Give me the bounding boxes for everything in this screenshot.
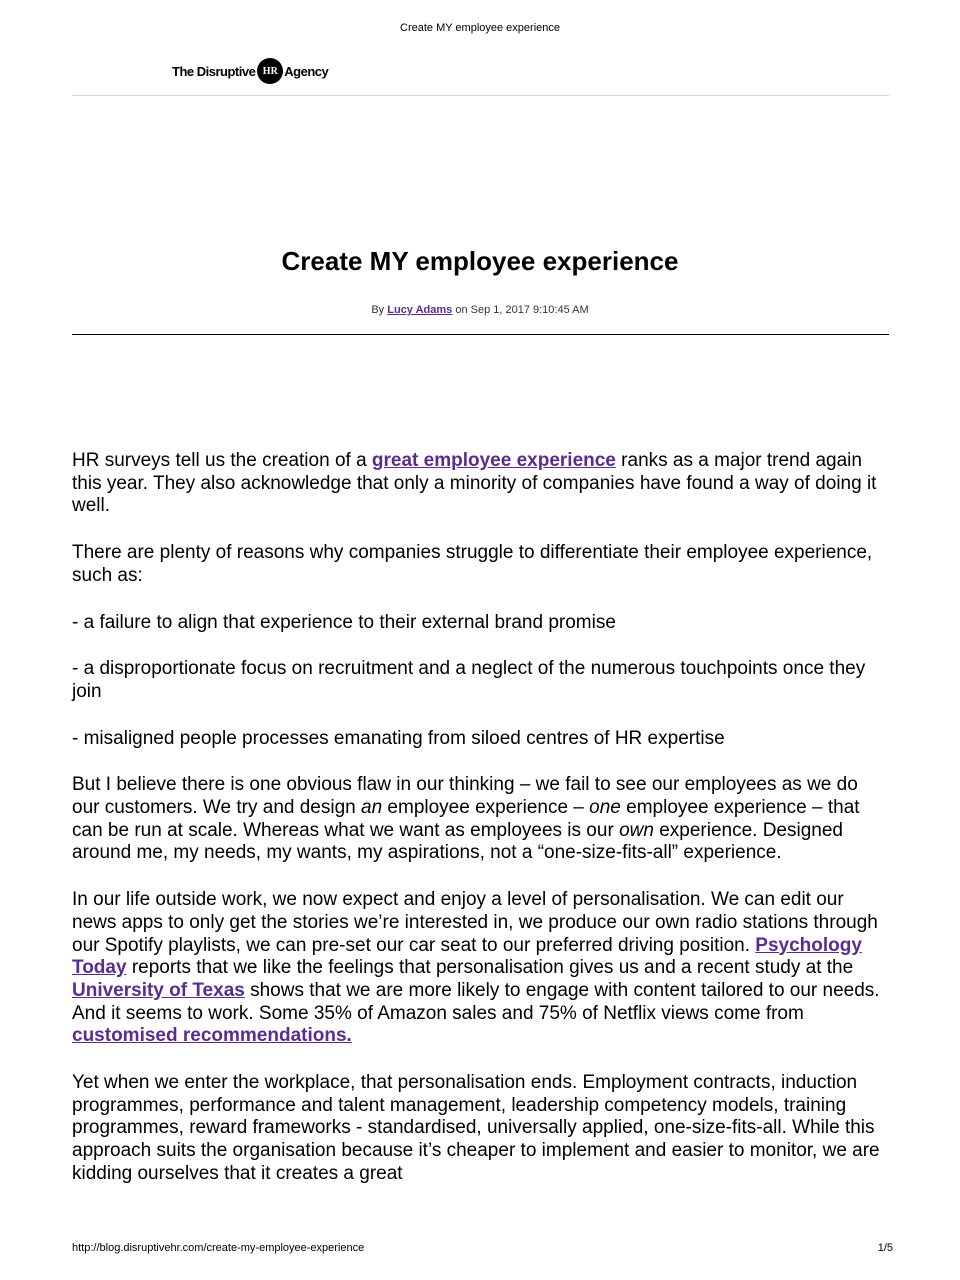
hr-badge-icon: HR (257, 58, 283, 84)
paragraph-1: HR surveys tell us the creation of a great employee experience ranks as a major trend again this year. They also acknowledge that only a minority of companies have found a way of doing it well. (72, 450, 877, 517)
paragraph-8: Yet when we enter the workplace, that personalisation ends. Employment contracts, induction programmes, performance and talent management, leadership competency models, training programmes, reward frameworks - standardised, universally applied, one-size-fits-all. While this approach suits the organisation because it’s cheaper to implement and easier to monitor, we are kidding ourselves that it creates a great (72, 1072, 880, 1184)
logo-text-left: The Disruptive (172, 63, 256, 79)
author-link[interactable]: Lucy Adams (387, 304, 453, 316)
agency-logo[interactable] (172, 58, 328, 84)
logo-text-right: Agency (284, 63, 329, 79)
header-divider (72, 95, 889, 96)
footer-url: http://blog.disruptivehr.com/create-my-employee-experience (72, 1242, 365, 1254)
article-body (72, 450, 890, 1210)
paragraph-7: In our life outside work, we now expect and enjoy a level of personalisation. We can edit our news apps to only get the stories we’re interested in, we produce our own radio stations through our Spotify playlists, we can pre-set our car seat to our preferred driving position. Psychology Today reports that we like the feelings that personalisation gives us and a recent study at the University of Texas shows that we are more likely to engage with content tailored to our needs. And it seems to work. Some 35% of Amazon sales and 75% of Netflix views come from customised recommendations. (72, 889, 880, 1047)
byline-date: on Sep 1, 2017 9:10:45 AM (455, 304, 589, 316)
paragraph-6: But I believe there is one obvious flaw in our thinking – we fail to see our employees as we do our customers. We try and design an employee experience – one employee experience – that can be run at scale. Whereas what we want as employees is our own experience. Designed around me, my needs, my wants, my aspirations, not a “one-size-fits-all” experience. (72, 774, 860, 864)
print-header: Create MY employee experience (400, 22, 560, 34)
customised-recommendations-link[interactable]: customised recommendations. (72, 1025, 352, 1047)
page-number: 1/5 (877, 1242, 893, 1254)
list-item-processes: - misaligned people processes emanating from siloed centres of HR expertise (72, 727, 725, 749)
great-employee-experience-link[interactable]: great employee experience (371, 450, 616, 471)
title-divider (72, 334, 889, 335)
psychology-today-link[interactable]: Psychology Today (72, 934, 862, 979)
list-item-brand: - a failure to align that experience to their external brand promise (72, 611, 616, 633)
byline-prefix: By (371, 304, 385, 316)
paragraph-2: There are plenty of reasons why companies struggle to differentiate their employee experience, such as: (72, 542, 873, 586)
list-item-recruitment: - a disproportionate focus on recruitment and a neglect of the numerous touchpoints once they join (72, 658, 866, 702)
university-of-texas-link[interactable]: University of Texas (72, 979, 245, 1001)
byline (0, 304, 960, 316)
article-title: Create MY employee experience (281, 246, 679, 276)
